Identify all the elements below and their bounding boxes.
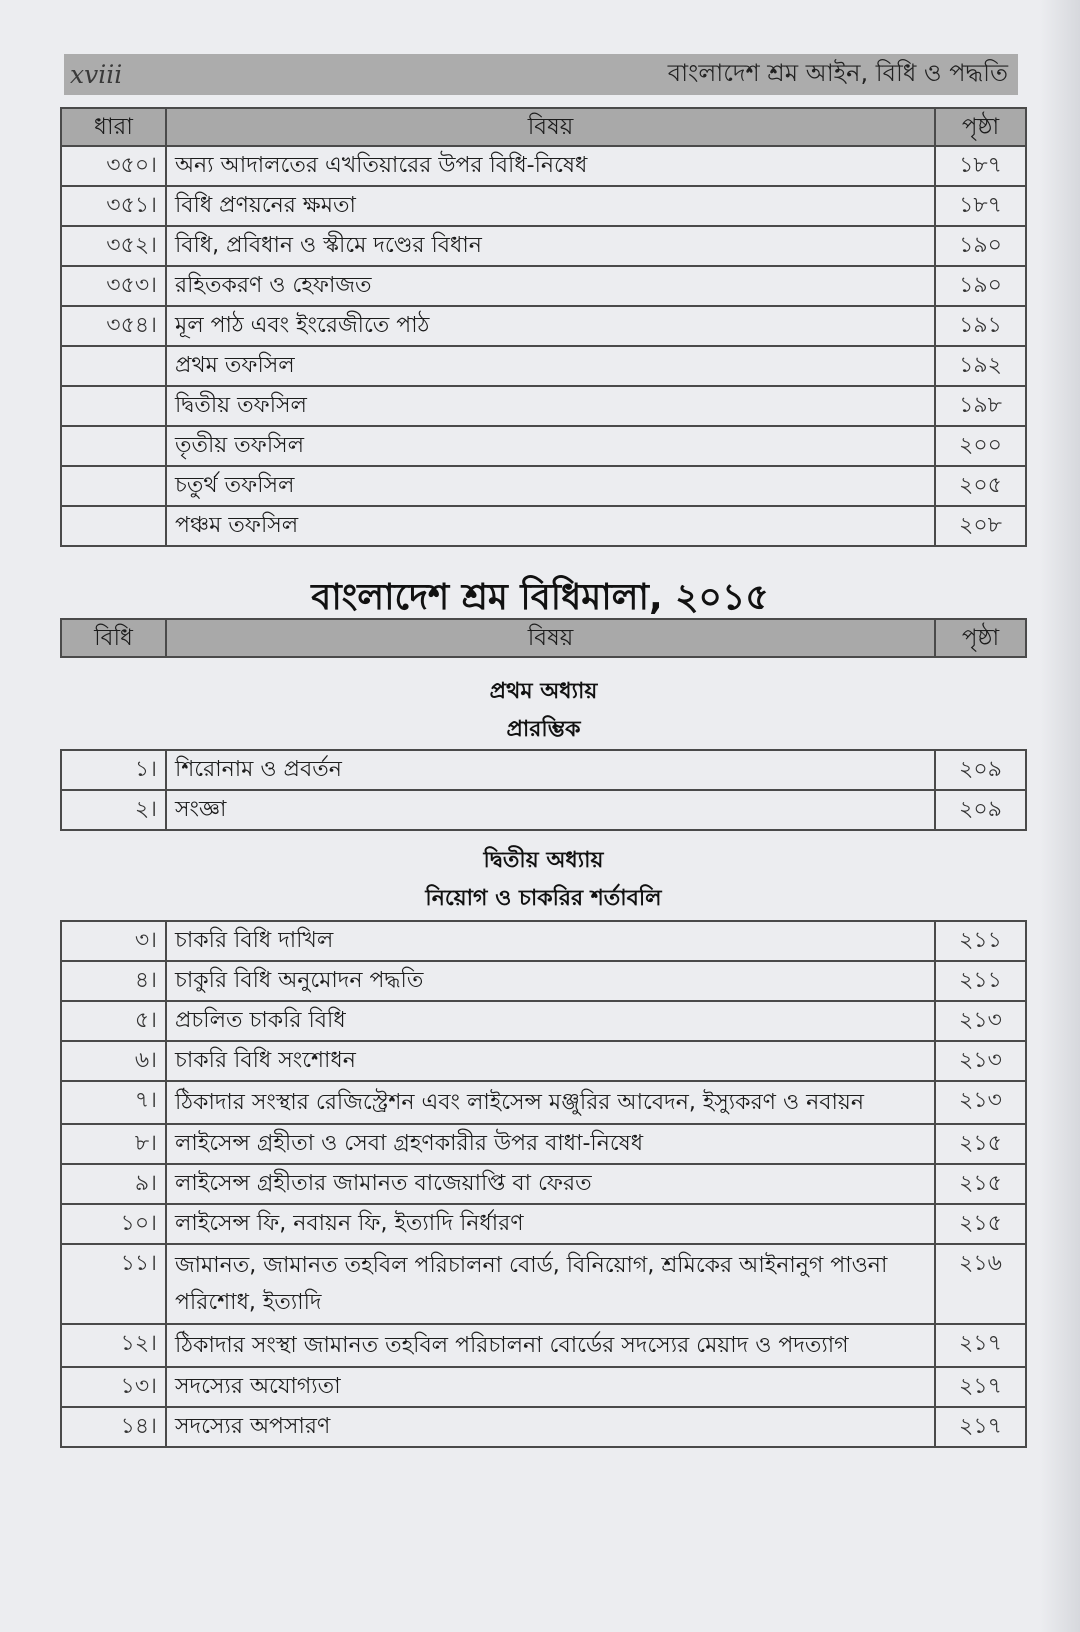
rule-number: ৮। <box>61 1124 166 1164</box>
rule-number: ৭। <box>61 1081 166 1124</box>
rule-number: ১। <box>61 750 166 790</box>
schedule-subject: চতুর্থ তফসিল <box>166 466 935 506</box>
header-subject: বিষয় <box>166 619 935 657</box>
rule-subject: প্রচলিত চাকরি বিধি <box>166 1001 935 1041</box>
toc-table-chapter-1 <box>60 749 1027 831</box>
page-number: ১৯২ <box>935 346 1026 386</box>
header-subject: বিষয় <box>166 108 935 146</box>
table-row <box>61 1244 1026 1324</box>
rule-subject: চাকুরি বিধি অনুমোদন পদ্ধতি <box>166 961 935 1001</box>
table-row <box>61 346 1026 386</box>
page-number: ২১৩ <box>935 1041 1026 1081</box>
rule-subject: সংজ্ঞা <box>166 790 935 830</box>
schedule-subject: পঞ্চম তফসিল <box>166 506 935 546</box>
rule-subject: লাইসেন্স গ্রহীতা ও সেবা গ্রহণকারীর উপর বাধা-নিষেধ <box>166 1124 935 1164</box>
chapter-number: প্রথম অধ্যায় <box>489 679 598 704</box>
rule-subject: জামানত, জামানত তহবিল পরিচালনা বোর্ড, বিনিয়োগ, শ্রমিকের আইনানুগ পাওনা পরিশোধ, ইত্যাদি <box>166 1244 935 1324</box>
page-number: ১৯০ <box>935 226 1026 266</box>
page-number: ২১৩ <box>935 1081 1026 1124</box>
table-row <box>61 226 1026 266</box>
page-number: ২১৬ <box>935 1244 1026 1324</box>
page-number: ২১৭ <box>935 1407 1026 1447</box>
page-folio: xviii <box>70 60 123 89</box>
toc-table-rules-header <box>60 618 1027 658</box>
page-number: ২১১ <box>935 921 1026 961</box>
rule-number: ৪। <box>61 961 166 1001</box>
rule-number: ৫। <box>61 1001 166 1041</box>
page-number: ২১৫ <box>935 1164 1026 1204</box>
page-number: ১৮৭ <box>935 146 1026 186</box>
section-subject: বিধি প্রণয়নের ক্ষমতা <box>166 186 935 226</box>
section-number: ৩৫১। <box>61 186 166 226</box>
table-header-row <box>61 108 1026 146</box>
section-title: বাংলাদেশ শ্রম বিধিমালা, ২০১৫ <box>311 577 769 618</box>
rule-subject: চাকরি বিধি দাখিল <box>166 921 935 961</box>
rule-number: ১০। <box>61 1204 166 1244</box>
table-row <box>61 466 1026 506</box>
page-edge-shadow <box>1040 0 1080 1632</box>
rule-subject: শিরোনাম ও প্রবর্তন <box>166 750 935 790</box>
rule-subject: ঠিকাদার সংস্থার রেজিস্ট্রেশন এবং লাইসেন্স মঞ্জুরির আবেদন, ইস্যুকরণ ও নবায়ন <box>166 1081 935 1124</box>
rule-subject: লাইসেন্স ফি, নবায়ন ফি, ইত্যাদি নির্ধারণ <box>166 1204 935 1244</box>
page-number: ২০৯ <box>935 790 1026 830</box>
section-number <box>61 386 166 426</box>
table-row <box>61 1041 1026 1081</box>
rule-number: ৯। <box>61 1164 166 1204</box>
rule-subject: লাইসেন্স গ্রহীতার জামানত বাজেয়াপ্তি বা ফেরত <box>166 1164 935 1204</box>
rule-number: ২। <box>61 790 166 830</box>
table-row <box>61 1124 1026 1164</box>
page-number: ২১১ <box>935 961 1026 1001</box>
chapter-number: দ্বিতীয় অধ্যায় <box>483 848 604 873</box>
section-number <box>61 426 166 466</box>
table-row <box>61 1001 1026 1041</box>
table-row <box>61 1324 1026 1367</box>
rule-number: ১১। <box>61 1244 166 1324</box>
table-row <box>61 790 1026 830</box>
book-title: বাংলাদেশ শ্রম আইন, বিধি ও পদ্ধতি <box>667 58 1008 87</box>
page-number: ২০০ <box>935 426 1026 466</box>
table-row <box>61 1164 1026 1204</box>
section-number <box>61 346 166 386</box>
page-number: ২১৫ <box>935 1204 1026 1244</box>
page-number: ২১৫ <box>935 1124 1026 1164</box>
rule-subject: সদস্যের অপসারণ <box>166 1407 935 1447</box>
section-subject: বিধি, প্রবিধান ও স্কীমে দণ্ডের বিধান <box>166 226 935 266</box>
table-row <box>61 1204 1026 1244</box>
section-number: ৩৫৩। <box>61 266 166 306</box>
rule-subject: ঠিকাদার সংস্থা জামানত তহবিল পরিচালনা বোর্ডের সদস্যের মেয়াদ ও পদত্যাগ <box>166 1324 935 1367</box>
table-row <box>61 306 1026 346</box>
table-row <box>61 146 1026 186</box>
toc-table-chapter-2 <box>60 920 1027 1448</box>
page-number: ১৮৭ <box>935 186 1026 226</box>
rule-number: ৩। <box>61 921 166 961</box>
rule-number: ১৪। <box>61 1407 166 1447</box>
page-number: ২১৭ <box>935 1324 1026 1367</box>
table-row <box>61 1081 1026 1124</box>
page-number: ১৯০ <box>935 266 1026 306</box>
table-row <box>61 386 1026 426</box>
table-header-row <box>61 619 1026 657</box>
page-number: ২১৭ <box>935 1367 1026 1407</box>
table-row <box>61 186 1026 226</box>
page-number: ১৯৮ <box>935 386 1026 426</box>
schedule-subject: দ্বিতীয় তফসিল <box>166 386 935 426</box>
table-row <box>61 750 1026 790</box>
chapter-heading <box>60 842 1027 918</box>
table-row <box>61 426 1026 466</box>
table-row <box>61 921 1026 961</box>
rule-subject: সদস্যের অযোগ্যতা <box>166 1367 935 1407</box>
section-subject: অন্য আদালতের এখতিয়ারের উপর বিধি-নিষেধ <box>166 146 935 186</box>
rule-number: ১৩। <box>61 1367 166 1407</box>
rule-subject: চাকরি বিধি সংশোধন <box>166 1041 935 1081</box>
section-number <box>61 466 166 506</box>
table-row <box>61 506 1026 546</box>
table-row <box>61 1367 1026 1407</box>
section-subject: মূল পাঠ এবং ইংরেজীতে পাঠ <box>166 306 935 346</box>
chapter-title: নিয়োগ ও চাকরির শর্তাবলি <box>425 886 662 911</box>
table-row <box>61 961 1026 1001</box>
page-number: ২০৮ <box>935 506 1026 546</box>
table-row <box>61 1407 1026 1447</box>
schedule-subject: তৃতীয় তফসিল <box>166 426 935 466</box>
rule-number: ৬। <box>61 1041 166 1081</box>
toc-table-act <box>60 107 1027 547</box>
header-page: পৃষ্ঠা <box>935 108 1026 146</box>
chapter-title: প্রারম্ভিক <box>506 717 581 742</box>
section-number: ৩৫২। <box>61 226 166 266</box>
section-number: ৩৫৪। <box>61 306 166 346</box>
section-number <box>61 506 166 546</box>
running-head <box>64 54 1018 95</box>
header-rule: বিধি <box>61 619 166 657</box>
page-number: ১৯১ <box>935 306 1026 346</box>
chapter-heading <box>60 673 1027 749</box>
header-section: ধারা <box>61 108 166 146</box>
rule-number: ১২। <box>61 1324 166 1367</box>
page-number: ২০৯ <box>935 750 1026 790</box>
schedule-subject: প্রথম তফসিল <box>166 346 935 386</box>
header-page: পৃষ্ঠা <box>935 619 1026 657</box>
page-number: ২০৫ <box>935 466 1026 506</box>
table-row <box>61 266 1026 306</box>
page-number: ২১৩ <box>935 1001 1026 1041</box>
section-subject: রহিতকরণ ও হেফাজত <box>166 266 935 306</box>
section-number: ৩৫০। <box>61 146 166 186</box>
